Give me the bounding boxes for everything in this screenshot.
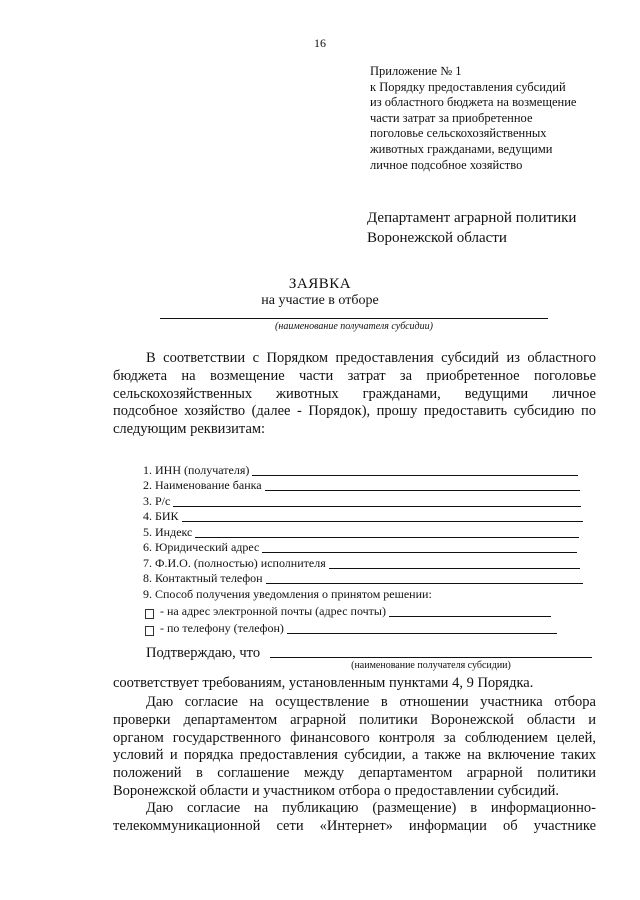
appendix-line: части затрат за приобретенное xyxy=(370,110,533,125)
consent1-line: органом государственного финансового контроля за соблюдением целей, xyxy=(113,729,596,746)
requisite-executor-name: 7. Ф.И.О. (полностью) исполнителя xyxy=(143,555,583,571)
requisite-field[interactable] xyxy=(195,537,579,538)
confirm-recipient-caption: (наименование получателя субсидии) xyxy=(351,660,511,671)
intro-line: сельскохозяйственных животных гражданами, ведущими личное xyxy=(113,385,596,402)
consent1-line: условий и порядка предоставления субсидии, а также на включение таких xyxy=(113,747,596,764)
addressee xyxy=(367,209,617,248)
recipient-name-caption: (наименование получателя субсидии) xyxy=(275,321,433,332)
consent1-line: положений в соглашение между департаментом аграрной политики xyxy=(113,765,596,782)
appendix-line: Приложение № 1 xyxy=(370,64,462,78)
requisite-phone: 8. Контактный телефон xyxy=(143,571,583,587)
intro-line: следующим реквизитам: xyxy=(113,421,266,438)
consent2-line: Даю согласие на публикацию (размещение) в информационно- xyxy=(146,800,596,816)
appendix-note xyxy=(370,64,610,173)
requisite-field[interactable] xyxy=(182,521,583,522)
requisite-inn: 1. ИНН (получателя) xyxy=(143,462,583,478)
intro-line: бюджета на возмещение части затрат за приобретенное поголовье xyxy=(113,367,596,384)
requisite-legal-address: 6. Юридический адрес xyxy=(143,540,583,556)
appendix-line: из областного бюджета на возмещение xyxy=(370,95,577,110)
document-title: ЗАЯВКА xyxy=(288,276,352,292)
document-subtitle: на участие в отборе xyxy=(261,293,379,308)
recipient-name-line[interactable] xyxy=(160,318,548,319)
requisite-bank: 2. Наименование банка xyxy=(143,478,583,494)
appendix-line: личное подсобное хозяйство xyxy=(370,157,523,172)
requisite-field[interactable] xyxy=(262,552,577,553)
appendix-line: животных гражданами, ведущими xyxy=(370,141,553,156)
requisite-index: 5. Индекс xyxy=(143,524,583,540)
notification-heading: 9. Способ получения уведомления о принятом решении: xyxy=(143,586,432,601)
requisite-field[interactable] xyxy=(252,475,578,476)
phone-number-field[interactable] xyxy=(287,633,557,634)
addressee-line-1: Департамент аграрной политики xyxy=(367,210,577,226)
appendix-line: поголовье сельскохозяйственных xyxy=(370,126,547,141)
consent-paragraph-1 xyxy=(113,694,596,801)
consent2-line: телекоммуникационной сети «Интернет» информации об участнике xyxy=(113,817,596,834)
consent1-line: проверки департаментом аграрной политики Воронежской области и xyxy=(113,711,596,728)
requisite-field[interactable] xyxy=(173,506,581,507)
requisite-field[interactable] xyxy=(329,568,580,569)
confirm-label: Подтверждаю, что xyxy=(146,645,261,661)
intro-line: подсобное хозяйство (далее - Порядок), прошу предоставить субсидию по xyxy=(113,403,596,420)
page-number: 16 xyxy=(314,36,326,50)
appendix-line: к Порядку предоставления субсидий xyxy=(370,79,566,94)
email-checkbox-icon[interactable] xyxy=(145,609,154,619)
confirm-recipient-line[interactable] xyxy=(270,657,592,658)
addressee-line-2: Воронежской области xyxy=(367,229,507,246)
consent1-line: Воронежской области и участником отбора о предоставлении субсидий. xyxy=(113,782,560,799)
consent-paragraph-2 xyxy=(113,800,596,836)
requisites-list xyxy=(143,462,583,636)
intro-line: В соответствии с Порядком предоставления субсидий из областного xyxy=(146,350,596,366)
requisite-account: 3. Р/с xyxy=(143,493,583,509)
email-address-field[interactable] xyxy=(389,616,551,617)
notification-phone-option: - по телефону (телефон) xyxy=(143,619,583,636)
intro-paragraph xyxy=(113,350,596,439)
requisite-bik: 4. БИК xyxy=(143,509,583,525)
confirm-continuation: соответствует требованиям, установленным пунктами 4, 9 Порядка. xyxy=(113,675,534,691)
consent1-line: Даю согласие на осуществление в отношении участника отбора xyxy=(146,694,596,710)
requisite-field[interactable] xyxy=(266,583,583,584)
phone-checkbox-icon[interactable] xyxy=(145,626,154,636)
requisite-field[interactable] xyxy=(265,490,580,491)
notification-email-option: - на адрес электронной почты (адрес почты) xyxy=(143,602,583,619)
